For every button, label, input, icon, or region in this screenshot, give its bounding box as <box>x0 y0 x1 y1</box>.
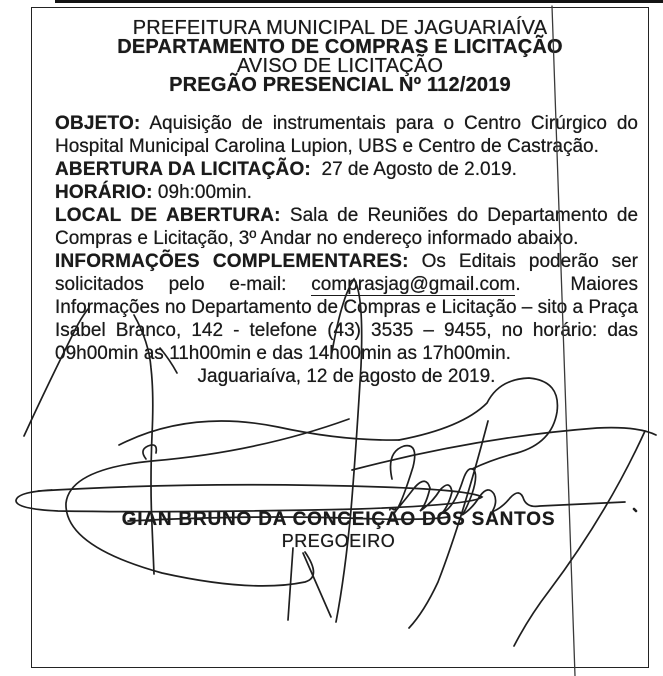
header-notice-type: AVISO DE LICITAÇÃO <box>236 55 444 77</box>
informacoes-text-before-email: Os Editais poderão ser solicitados pelo e-mail: <box>55 251 638 295</box>
date-line: Jaguariaíva, 12 de agosto de 2019. <box>197 366 496 387</box>
objeto-text: Aquisição de instrumentais para o Centro Cirúrgico do Hospital Municipal Carolina Lupion, UBS e Centro de Castração. <box>55 113 638 157</box>
paragraph-objeto <box>55 112 638 158</box>
header-department: DEPARTAMENTO DE COMPRAS E LICITAÇÃO <box>117 36 563 58</box>
paragraph-informacoes <box>55 250 638 365</box>
document-header <box>31 19 649 95</box>
horario-text: 09h:00min. <box>152 182 252 203</box>
abertura-label: ABERTURA DA LICITAÇÃO: <box>55 159 311 180</box>
document-content <box>31 7 649 668</box>
paragraph-local <box>55 204 638 250</box>
abertura-text: 27 de Agosto de 2.019. <box>310 159 517 180</box>
signer-name: GIAN BRUNO DA CONCEIÇÃO DOS SANTOS <box>121 509 556 530</box>
paragraph-horario <box>55 181 638 204</box>
signature-block <box>0 509 663 552</box>
email-address: comprasjag@gmail.com <box>311 274 516 295</box>
local-text: Sala de Reuniões do Departamento de Compras e Licitação, 3º Andar no endereço informado abaixo. <box>55 205 639 249</box>
horario-label: HORÁRIO: <box>55 182 153 203</box>
header-bid-number: PREGÃO PRESENCIAL Nº 112/2019 <box>169 74 511 96</box>
local-label: LOCAL DE ABERTURA: <box>55 205 281 226</box>
informacoes-text-after-email: . Maiores Informações no Departamento de Compras e Licitação – sito a Praça Isabel Branco, 142 - telefone (43) 3535 – 9455, no horário: das 09h00min as 11h00min e das 14h00min as 17h00min. <box>55 274 638 364</box>
signer-role: PREGOEIRO <box>281 531 396 551</box>
document-body <box>55 112 638 388</box>
paragraph-abertura <box>55 158 638 181</box>
scan-artifact-top-streak <box>55 0 663 3</box>
header-municipality: PREFEITURA MUNICIPAL DE JAGUARIAÍVA <box>132 17 548 39</box>
objeto-label: OBJETO: <box>55 113 141 134</box>
informacoes-label: INFORMAÇÕES COMPLEMENTARES: <box>55 251 409 272</box>
